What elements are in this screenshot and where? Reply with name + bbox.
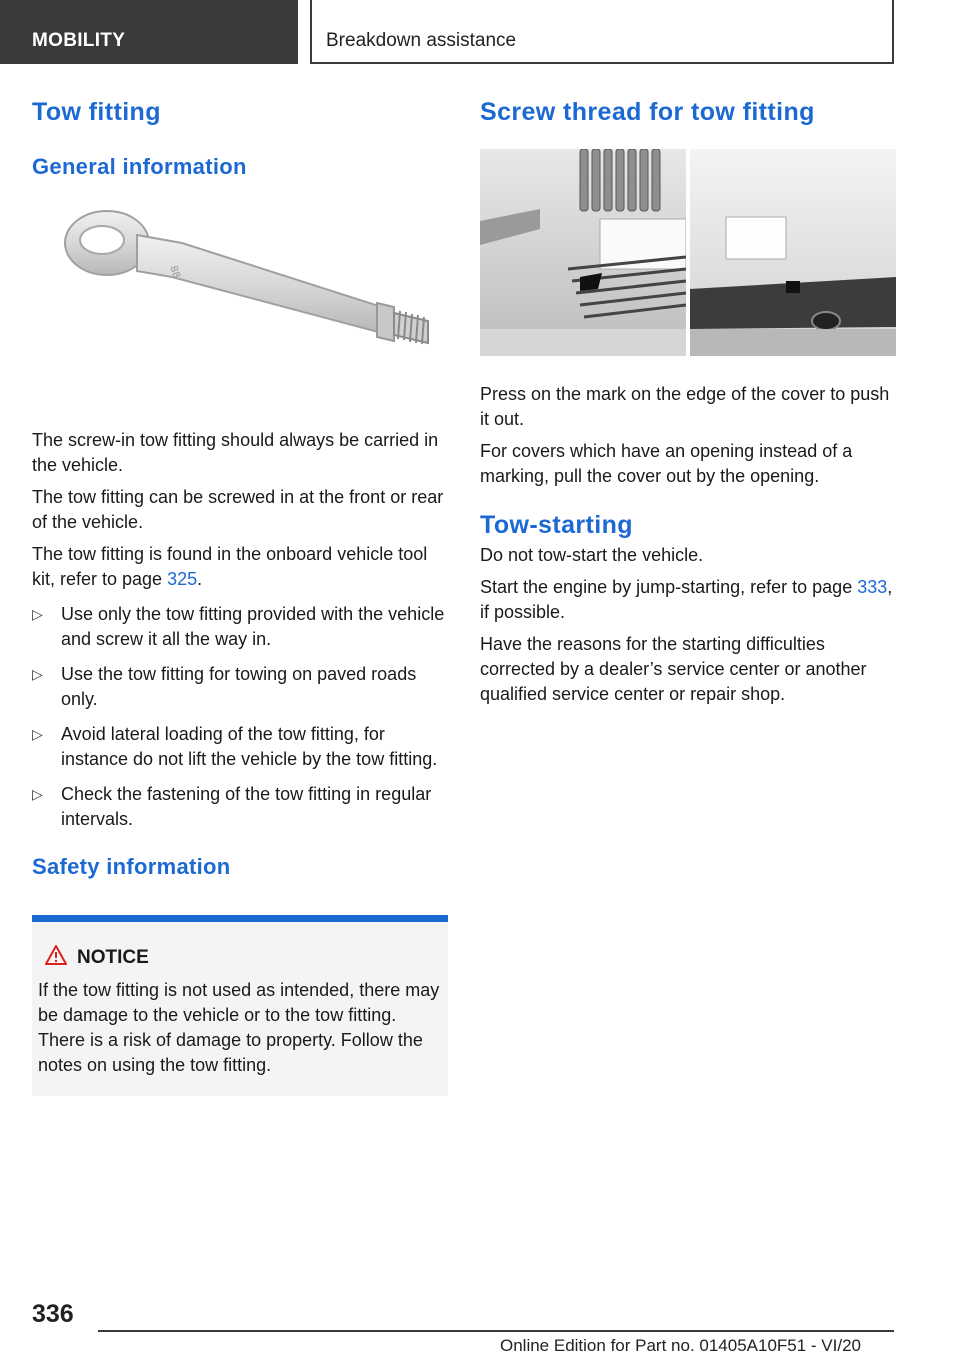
list-item: ▷ Use only the tow fitting provided with the vehicle and screw it all the way in.	[32, 604, 445, 649]
list-item: ▷ Check the fastening of the tow fitting in regular intervals.	[32, 784, 432, 829]
section-tab	[0, 0, 298, 64]
tow-fitting-illustration	[32, 195, 448, 430]
edition-text: Online Edition for Part no. 01405A10F51 - VI/20	[500, 1336, 862, 1355]
svg-text:88: 88	[167, 264, 182, 280]
list-item: ▷ Use the tow fitting for towing on paved roads only.	[32, 664, 417, 709]
paragraph-jump-start: Start the engine by jump-starting, refer to page 333, if possible.	[480, 577, 893, 622]
safety-information-heading: Safety information	[32, 854, 231, 879]
usage-list	[32, 602, 448, 832]
bumper-photos	[480, 149, 896, 356]
chapter-label: Breakdown assistance	[326, 30, 517, 51]
paragraph-carry: The screw-in tow fitting should always be carried in the vehicle.	[32, 430, 439, 475]
warning-triangle-icon	[44, 944, 68, 971]
chapter-tab	[310, 0, 894, 64]
paragraph-screw-position: The tow fitting can be screwed in at the front or rear of the vehicle.	[32, 487, 444, 532]
triangle-bullet-icon: ▷	[32, 666, 43, 682]
tow-starting-heading: Tow-starting	[480, 511, 633, 539]
paragraph-tool-kit: The tow fitting is found in the onboard vehicle tool kit, refer to page 325.	[32, 544, 428, 589]
notice-box	[32, 915, 448, 1096]
left-column	[32, 98, 448, 880]
list-item: ▷ Avoid lateral loading of the tow fitting, for instance do not lift the vehicle by the tow fitting.	[32, 724, 438, 769]
section-label: MOBILITY	[32, 30, 126, 51]
triangle-bullet-icon: ▷	[32, 606, 43, 622]
page-link-325[interactable]: 325	[167, 569, 198, 589]
footer-divider	[98, 1330, 894, 1332]
paragraph-service-center: Have the reasons for the starting difficulties corrected by a dealer’s service center or another qualified service center or repair shop.	[480, 634, 867, 704]
page-number: 336	[32, 1300, 74, 1328]
general-information-heading: General information	[32, 154, 247, 179]
paragraph-opening: For covers which have an opening instead of a marking, pull the cover out by the opening.	[480, 441, 853, 486]
notice-label: NOTICE	[77, 947, 149, 968]
right-column	[480, 98, 896, 707]
screw-thread-title: Screw thread for tow fitting	[480, 98, 815, 126]
paragraph-no-tow-start: Do not tow-start the vehicle.	[480, 545, 704, 565]
triangle-bullet-icon: ▷	[32, 786, 43, 802]
notice-text: If the tow fitting is not used as intended, there may be damage to the vehicle or to the tow fitting. There is a risk of damage to property. Follow the notes on using the tow fitting.	[38, 980, 440, 1075]
triangle-bullet-icon: ▷	[32, 726, 43, 742]
paragraph-press-mark: Press on the mark on the edge of the cover to push it out.	[480, 384, 890, 429]
tow-fitting-title: Tow fitting	[32, 98, 161, 126]
page-link-333[interactable]: 333	[857, 577, 888, 597]
